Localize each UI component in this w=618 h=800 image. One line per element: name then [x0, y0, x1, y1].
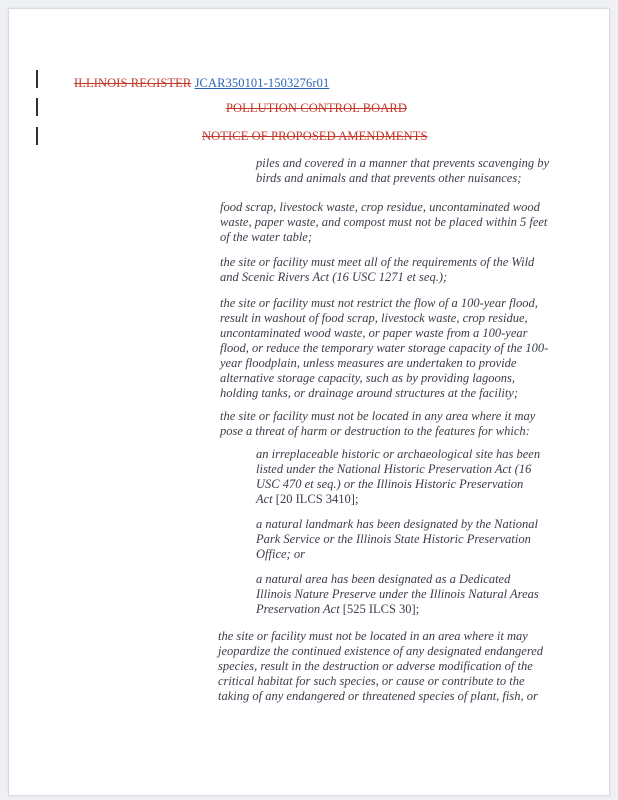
change-bar [36, 98, 38, 116]
paragraph-text: a natural area has been designated as a Dedicated Illinois Nature Preserve under the Illinois Natural Areas Preservation Act [256, 572, 539, 616]
paragraph: the site or facility must not restrict the flow of a 100-year flood, result in washout of food scrap, livestock waste, crop residue, uncontaminated wood waste, or paper waste from a 100-year flood, or reduce the temporary water storage capacity of the 100-year floodplain, unless measures are undertaken to provide alternative storage capacity, such as by providing lagoons, holding tanks, or drainage around structures at the facility; [220, 296, 549, 400]
paragraph: food scrap, livestock waste, crop residue, uncontaminated wood waste, paper waste, and compost must not be placed within 5 feet of the water table; [220, 200, 548, 244]
paragraph-text: an irreplaceable historic or archaeological site has been listed under the National Historic Preservation Act (16 USC 470 et seq.) or the Illinois Historic Preservation Act [256, 447, 541, 506]
citation: [20 ILCS 3410]; [275, 492, 359, 506]
paragraph: the site or facility must not be located in any area where it may pose a threat of harm or destruction to the features for which: [220, 409, 536, 438]
paragraph [256, 572, 546, 617]
register-deleted-text: ILLINOIS REGISTER [74, 76, 192, 90]
register-header [74, 76, 329, 91]
notice-title: NOTICE OF PROPOSED AMENDMENTS [202, 129, 428, 143]
paragraph [256, 447, 541, 507]
paragraph: a natural landmark has been designated by the National Park Service or the Illinois State Historic Preservation Office; or [256, 517, 538, 561]
board-title: POLLUTION CONTROL BOARD [226, 101, 407, 115]
change-bar [36, 70, 38, 88]
register-inserted-text: JCAR350101-1503276r01 [194, 76, 330, 90]
paragraph: the site or facility must meet all of the requirements of the Wild and Scenic Rivers Act (16 USC 1271 et seq.); [220, 255, 535, 284]
paragraph: the site or facility must not be located in an area where it may jeopardize the continued existence of any designated endangered species, result in the destruction or adverse modification of the critical habitat for such species, or cause or contribute to the taking of any endangered or threatened species of plant, fish, or [218, 629, 544, 703]
paragraph: piles and covered in a manner that prevents scavenging by birds and animals and that prevents other nuisances; [256, 156, 550, 185]
change-bar [36, 127, 38, 145]
citation: [525 ILCS 30]; [342, 602, 420, 616]
